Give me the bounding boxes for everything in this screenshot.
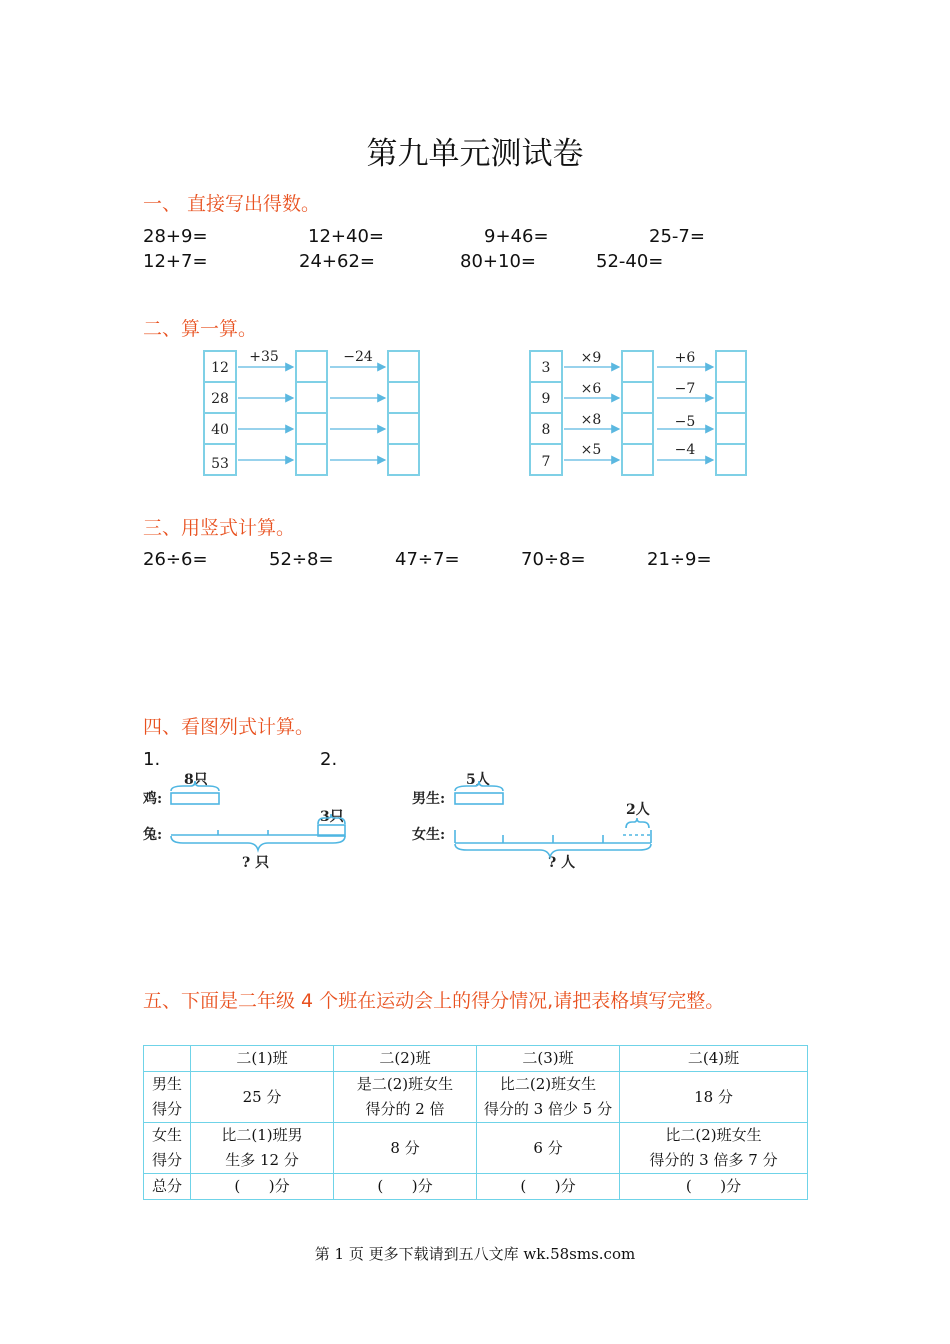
oral-eq: 12+40= (308, 226, 384, 247)
answer-cell[interactable]: ( )分 (620, 1174, 808, 1200)
operation-label: +35 (249, 349, 279, 365)
table-cell: 8 分 (334, 1123, 477, 1174)
operation-label: ×8 (580, 412, 602, 428)
division-eq: 52÷8= (269, 549, 334, 570)
oral-eq: 9+46= (484, 226, 549, 247)
table-cell: 比二(2)班女生 得分的 3 倍多 7 分 (620, 1123, 808, 1174)
oral-eq: 25-7= (649, 226, 705, 247)
section-2-heading: 二、算一算。 (143, 318, 258, 340)
input-value: 40 (211, 422, 229, 438)
row-label: 女生 得分 (144, 1123, 191, 1174)
calc-chain-left (190, 344, 430, 480)
table-header-row (144, 1046, 808, 1072)
operation-label: +6 (674, 350, 696, 366)
header-cell: 二(2)班 (334, 1046, 477, 1072)
problem-number: 1. (143, 749, 161, 770)
operation-label: ×9 (580, 350, 602, 366)
diagram-label: 男生: (412, 791, 446, 807)
header-cell: 二(1)班 (191, 1046, 334, 1072)
input-value: 9 (541, 391, 551, 407)
operation-label: −5 (674, 414, 696, 430)
table-row (144, 1123, 808, 1174)
page-footer: 第 1 页 更多下载请到五八文库 wk.58sms.com (314, 1245, 636, 1263)
header-cell (144, 1046, 191, 1072)
division-eq: 21÷9= (647, 549, 712, 570)
diagram-value: 8只 (184, 772, 208, 788)
diagram-label: 鸡: (143, 791, 163, 807)
input-value: 12 (211, 360, 229, 376)
operation-label: ×5 (580, 442, 602, 458)
operation-label: ×6 (580, 381, 602, 397)
diagram-value: 3只 (320, 809, 344, 825)
segment-bar (455, 793, 503, 804)
input-value: 8 (541, 422, 551, 438)
input-value: 53 (211, 456, 229, 472)
section-1-heading: 一、 直接写出得数。 (143, 193, 321, 215)
header-cell: 二(4)班 (620, 1046, 808, 1072)
brace (626, 818, 649, 828)
table-row (144, 1174, 808, 1200)
input-value: 7 (541, 454, 551, 470)
table-cell: 比二(2)班女生 得分的 3 倍少 5 分 (477, 1072, 620, 1123)
diagram-label: 兔: (143, 827, 163, 843)
oral-eq: 52-40= (596, 251, 664, 272)
operation-label: −7 (674, 381, 696, 397)
line-diagram-2 (410, 768, 670, 878)
oral-eq: 80+10= (460, 251, 536, 272)
problem-number: 2. (320, 749, 338, 770)
diagram-total: ? 人 (548, 855, 576, 871)
header-cell: 二(3)班 (477, 1046, 620, 1072)
diagram-total: ? 只 (242, 855, 270, 871)
division-eq: 47÷7= (395, 549, 460, 570)
line-diagram-1 (138, 768, 363, 878)
segment-bar (171, 793, 219, 804)
table-row (144, 1072, 808, 1123)
diagram-label: 女生: (412, 827, 446, 843)
diagram-value: 2人 (626, 802, 650, 818)
diagram-value: 5人 (466, 772, 490, 788)
table-cell: 6 分 (477, 1123, 620, 1174)
table-cell: 比二(1)班男 生多 12 分 (191, 1123, 334, 1174)
input-value: 28 (211, 391, 229, 407)
operation-label: −24 (343, 349, 373, 365)
page-title: 第九单元测试卷 (366, 136, 584, 172)
oral-eq: 24+62= (299, 251, 375, 272)
input-value: 3 (541, 360, 551, 376)
operation-label: −4 (674, 442, 696, 458)
division-eq: 70÷8= (521, 549, 586, 570)
oral-eq: 28+9= (143, 226, 208, 247)
calc-chain-right (520, 344, 760, 480)
answer-cell[interactable]: ( )分 (477, 1174, 620, 1200)
section-3-heading: 三、用竖式计算。 (143, 517, 296, 539)
section-4-heading: 四、看图列式计算。 (143, 716, 315, 738)
row-label: 总分 (144, 1174, 191, 1200)
table-cell: 18 分 (620, 1072, 808, 1123)
table-cell: 25 分 (191, 1072, 334, 1123)
table-cell: 是二(2)班女生 得分的 2 倍 (334, 1072, 477, 1123)
answer-cell[interactable]: ( )分 (191, 1174, 334, 1200)
oral-eq: 12+7= (143, 251, 208, 272)
division-eq: 26÷6= (143, 549, 208, 570)
section-5-heading: 五、下面是二年级 4 个班在运动会上的得分情况,请把表格填写完整。 (143, 990, 725, 1012)
row-label: 男生 得分 (144, 1072, 191, 1123)
score-table (143, 1045, 808, 1200)
answer-cell[interactable]: ( )分 (334, 1174, 477, 1200)
brace (171, 836, 345, 850)
